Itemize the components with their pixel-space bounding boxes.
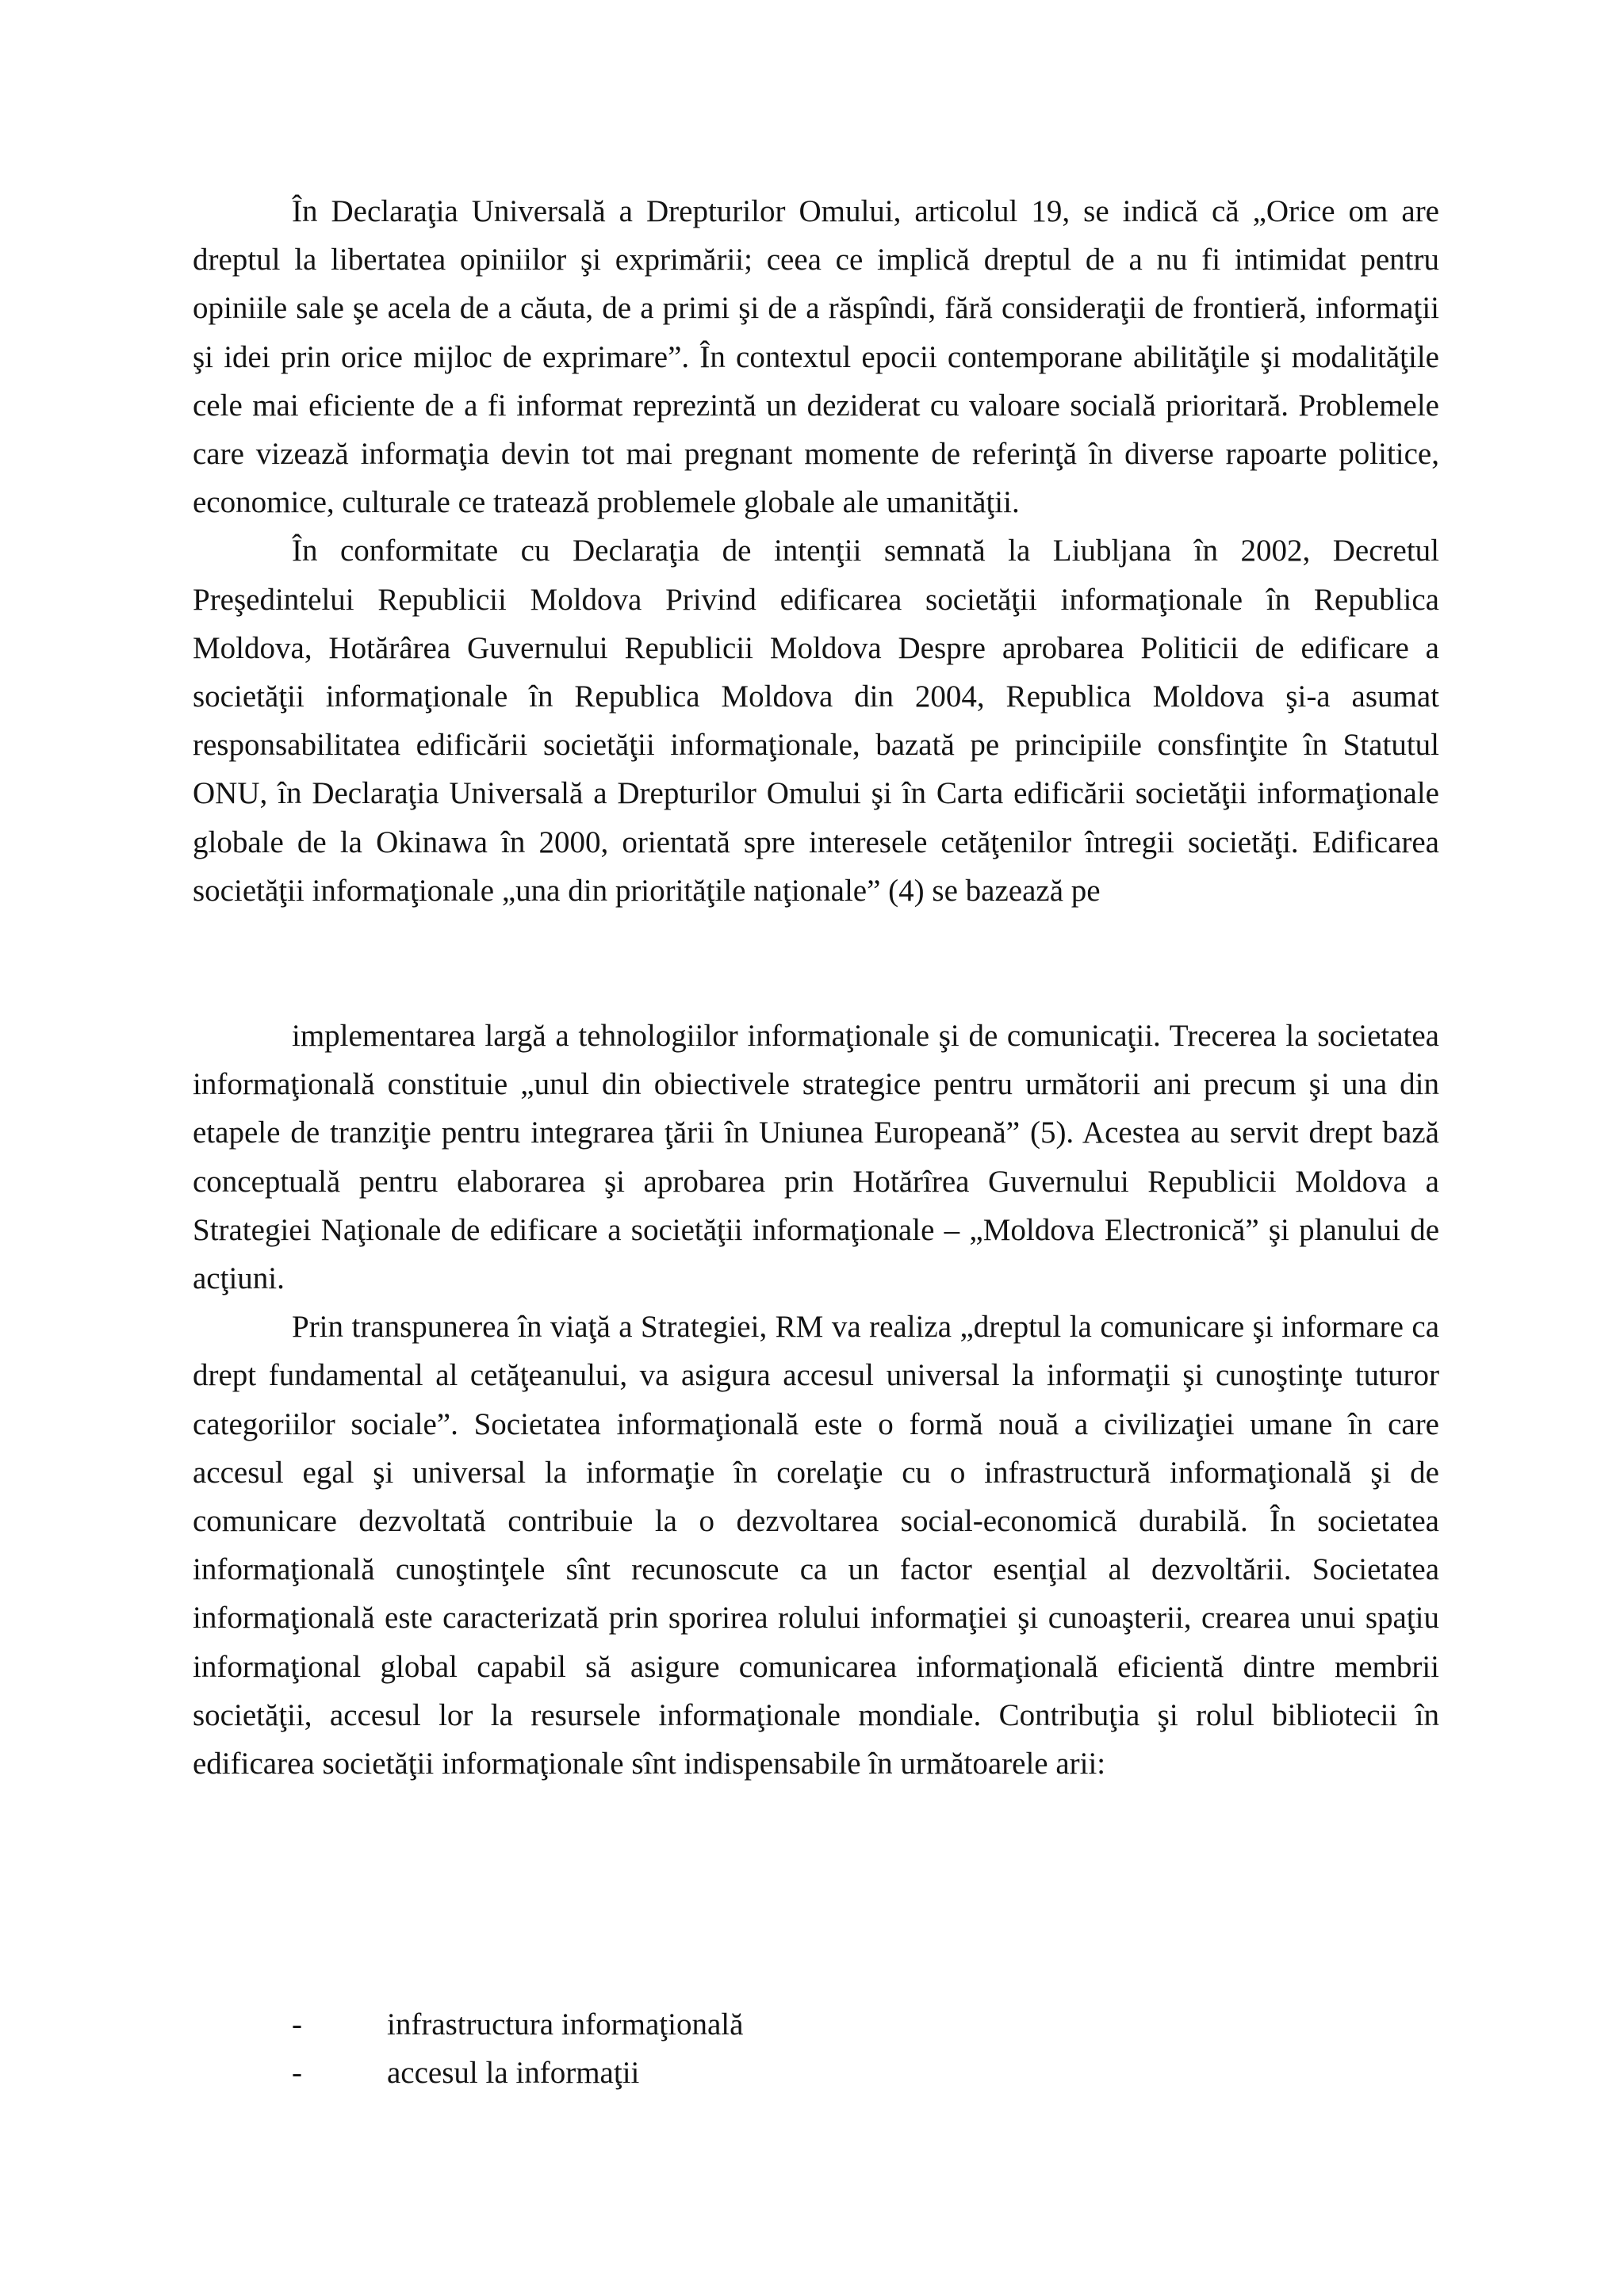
list-item — [193, 2049, 1439, 2097]
paragraph-implementation: implementarea largă a tehnologiilor informaţionale şi de comunicaţii. Trecerea la societatea informaţională constituie „unul din obiectivele strategice pentru următorii ani precum şi una din etapele de tranziţie pentru integrarea ţării în Uniunea Europeană” (5). Acestea au servit drept bază conceptuală pentru elaborarea şi aprobarea prin Hotărîrea Guvernului Republicii Moldova a Strategiei Naţionale de edificare a societăţii informaţionale – „Moldova Electronică” şi planului de acţiuni. — [193, 1019, 1439, 1296]
list-item — [193, 2000, 1439, 2049]
paragraph-udhr-article-19: În Declaraţia Universală a Drepturilor Omului, articolul 19, se indică că „Orice om are dreptul la libertatea opiniilor şi exprimării; ceea ce implică dreptul de a nu fi intimidat pentru opiniile sale şe acela de a căuta, de a primi şi de a răspîndi, fără consideraţii de frontieră, informaţii şi idei prin orice mijloc de exprimare”. În contextul epocii contemporane abilităţile şi modalităţile cele mai eficiente de a fi informat reprezintă un deziderat cu valoare socială prioritară. Problemele care vizează informaţia devin tot mai pregnant momente de referinţă în diverse rapoarte politice, economice, culturale ce tratează problemele globale ale umanităţii. — [193, 194, 1439, 520]
paragraph-conformity-declaration: În conformitate cu Declaraţia de intenţii semnată la Liubljana în 2002, Decretul Preşedintelui Republicii Moldova Privind edificarea societăţii informaţionale în Republica Moldova, Hotărârea Guvernului Republicii Moldova Despre aprobarea Politicii de edificare a societăţii informaţionale în Republica Moldova din 2004, Republica Moldova şi-a asumat responsabilitatea edificării societăţii informaţionale, bazată pe principiile consfinţite în Statutul ONU, în Declaraţia Universală a Drepturilor Omului şi în Carta edificării societăţii informaţionale globale de la Okinawa în 2000, orientată spre interesele cetăţenilor întregii societăţi. Edificarea societăţii informaţionale „una din priorităţile naţionale” (4) se bazează pe — [193, 534, 1439, 908]
text-block-top — [193, 187, 1439, 915]
list-item-text: accesul la informaţii — [387, 2056, 640, 2091]
list-marker: - — [292, 2056, 302, 2091]
list-marker: - — [292, 2007, 302, 2042]
list-item-text: infrastructura informaţională — [387, 2007, 744, 2042]
text-block-bottom — [193, 1012, 1439, 1788]
paragraph-strategy: Prin transpunerea în viaţă a Strategiei, RM va realiza „dreptul la comunicare şi informare ca drept fundamental al cetăţeanului, va asigura accesul universal la informaţii şi cunoştinţe tuturor categoriilor sociale”. Societatea informaţională este o formă nouă a civilizaţiei umane în care accesul egal şi universal la informaţie în corelaţie cu o infrastructură informaţională şi de comunicare dezvoltată contribuie la o dezvoltarea social-economică durabilă. În societatea informaţională cunoştinţele sînt recunoscute ca un factor esenţial al dezvoltării. Societatea informaţională este caracterizată prin sporirea rolului informaţiei şi cunoaşterii, crearea unui spaţiu informaţional global capabil să asigure comunicarea informaţională eficientă dintre membrii societăţii, accesul lor la resursele informaţionale mondiale. Contribuţia şi rolul bibliotecii în edificarea societăţii informaţionale sînt indispensabile în următoarele arii: — [193, 1310, 1439, 1781]
bullet-list — [193, 2000, 1439, 2097]
